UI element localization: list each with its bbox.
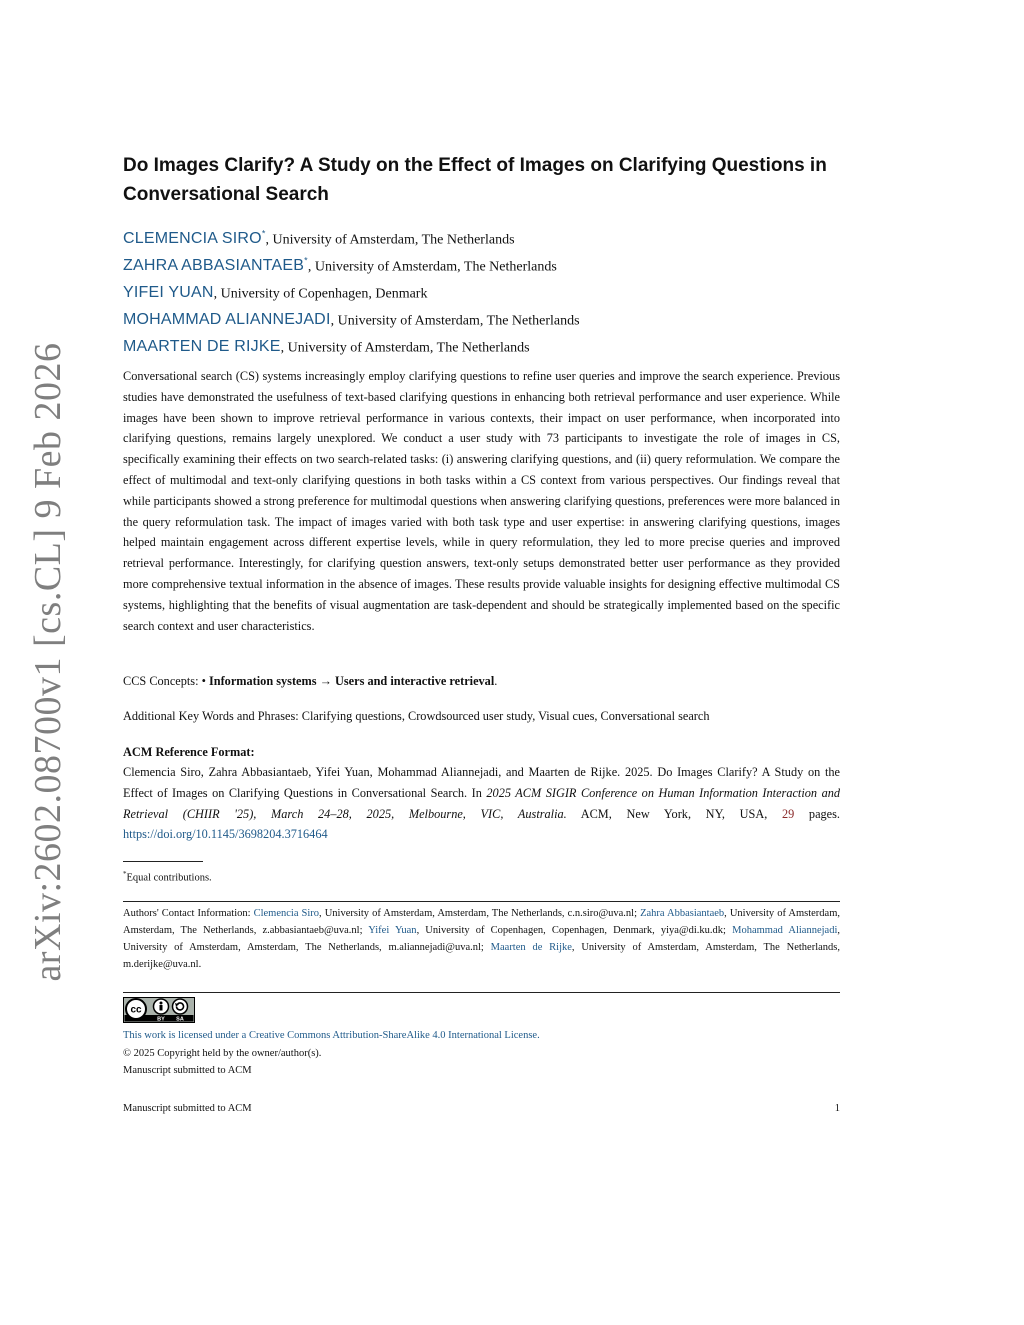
author-affiliation: , University of Amsterdam, The Netherlands (330, 313, 580, 329)
contact-author-link[interactable]: Yifei Yuan (368, 925, 417, 936)
author-affiliation: , University of Amsterdam, The Netherlands (265, 232, 515, 248)
author-name[interactable]: CLEMENCIA SIRO* (123, 229, 266, 248)
paper-title: Do Images Clarify? A Study on the Effect of Images on Clarifying Questions in Conversational Search (123, 155, 827, 205)
badge-sa-label: SA (176, 1016, 184, 1023)
pages-link[interactable]: 29 (781, 806, 795, 821)
svg-text:cc: cc (130, 1004, 142, 1016)
keywords: Additional Key Words and Phrases: Clarifying questions, Crowdsourced user study, Visual cues, Conversational search (123, 709, 710, 723)
author-list (123, 221, 840, 356)
footer-manuscript-note: Manuscript submitted to ACM (123, 1103, 252, 1114)
authors-contact-information: Authors' Contact Information: Clemencia Siro, University of Amsterdam, Amsterdam, The Netherlands, c.n.siro@uva.nl; Zahra Abbasiantaeb, University of Amsterdam, Amsterdam, The Netherlands, z.abbasiantaeb@uva.nl; Yifei Yuan, University of Copenhagen, Copenhagen, Denmark, yiya@di.ku.dk; Mohammad Aliannejadi, University of Amsterdam, Amsterdam, The Netherlands, m.aliannejadi@uva.nl; Maarten de Rijke, University of Amsterdam, Amsterdam, The Netherlands, m.derijke@uva.nl. (123, 908, 841, 970)
venue: 2025 ACM SIGIR Conference on Human Information Interaction and Retrieval (CHIIR '25), March 24–28, 2025, Melbourne, VIC, Australia. (123, 785, 841, 821)
page-number: 1 (834, 1103, 840, 1114)
ccs-subconcept: Users and interactive retrieval (335, 674, 495, 688)
author-entry (123, 221, 840, 248)
author-name[interactable]: MAARTEN DE RIJKE (123, 338, 281, 356)
arxiv-identifier-stamp: arXiv:2602.08700v1 [cs.CL] 9 Feb 2026 (27, 342, 69, 982)
acm-reference: Clemencia Siro, Zahra Abbasiantaeb, Yifei Yuan, Mohammad Aliannejadi, and Maarten de Rijke. 2025. Do Images Clarify? A Study on the Effect of Images on Clarifying Questions in Conversational Search. In 2025 ACM SIGIR Conference on Human Information Interaction and Retrieval (CHIIR '25), March 24–28, 2025, Melbourne, VIC, Australia. ACM, New York, NY, USA, 29 pages. https://doi.org/10.1145/3698204.3716464 (123, 765, 841, 842)
author-entry (123, 248, 840, 275)
ccs-label: CCS Concepts: • (123, 674, 209, 688)
contact-author-link[interactable]: Mohammad Aliannejadi (732, 925, 838, 936)
submission-note: Manuscript submitted to ACM (123, 1065, 252, 1076)
author-affiliation: , University of Amsterdam, The Netherlands (307, 259, 557, 275)
license-link[interactable]: This work is licensed under a Creative Commons Attribution-ShareAlike 4.0 International License. (123, 1030, 540, 1041)
contact-rule (123, 901, 840, 902)
author-affiliation: , University of Amsterdam, The Netherlands (280, 340, 530, 356)
doi-link[interactable]: https://doi.org/10.1145/3698204.3716464 (123, 827, 328, 842)
ccs-concept: Information systems (208, 674, 317, 688)
author-entry (123, 329, 840, 356)
author-name[interactable]: MOHAMMAD ALIANNEJADI (123, 311, 331, 329)
footnote-rule (123, 861, 203, 862)
abstract: Conversational search (CS) systems increasingly employ clarifying questions to refine user queries and improve the search experience. Previous studies have demonstrated the usefulness of text-based clarifying questions in enhancing both retrieval performance and user experience. While images have been shown to improve retrieval performance in various contexts, their impact on user performance, when incorporated into clarifying questions, remains largely unexplored. We conduct a user study with 73 participants to investigate the role of images in CS, specifically examining their effects on two search-related tasks: (i) answering clarifying questions, and (ii) query reformulation. We compare the effect of multimodal and text-only clarifying questions in both tasks within a CS context from various perspectives. Our findings reveal that while participants showed a strong preference for multimodal questions when answering clarifying questions, preferences were more balanced in the query reformulation task. The impact of images varied with both task type and user expertise: in answering clarifying questions, images helped maintain engagement across different expertise levels, while in query reformulation, they led to more precise queries and improved retrieval performance. Interestingly, for clarifying question answers, text-only setups demonstrated better user performance as they provided more comprehensive textual information in the absence of images. These results provide valuable insights for designing effective multimodal CS systems, highlighting that the benefits of visual augmentation are task-dependent and should be strategically implemented based on the specific search context and user characteristics. (123, 369, 840, 633)
copyright-notice: © 2025 Copyright held by the owner/author(s). (123, 1048, 322, 1059)
contact-author-link[interactable]: Clemencia Siro (253, 908, 320, 919)
creative-commons-by-sa-icon[interactable] (123, 997, 195, 1023)
author-name[interactable]: YIFEI YUAN (123, 284, 214, 302)
author-entry (123, 302, 840, 329)
badge-by-label: BY (157, 1016, 165, 1023)
ccs-arrow: → (316, 674, 335, 688)
contact-author-link[interactable]: Maarten de Rijke (490, 942, 572, 953)
contact-author-link[interactable]: Zahra Abbasiantaeb (640, 908, 725, 919)
license-rule (123, 992, 840, 993)
author-affiliation: , University of Copenhagen, Denmark (213, 286, 428, 302)
ccs-concepts: CCS Concepts: • Information systems → Users and interactive retrieval. (123, 674, 498, 688)
author-name[interactable]: ZAHRA ABBASIANTAEB* (123, 256, 308, 275)
author-entry (123, 275, 840, 302)
footnote: *Equal contributions. (123, 870, 212, 884)
acm-reference-heading: ACM Reference Format: (123, 745, 255, 759)
